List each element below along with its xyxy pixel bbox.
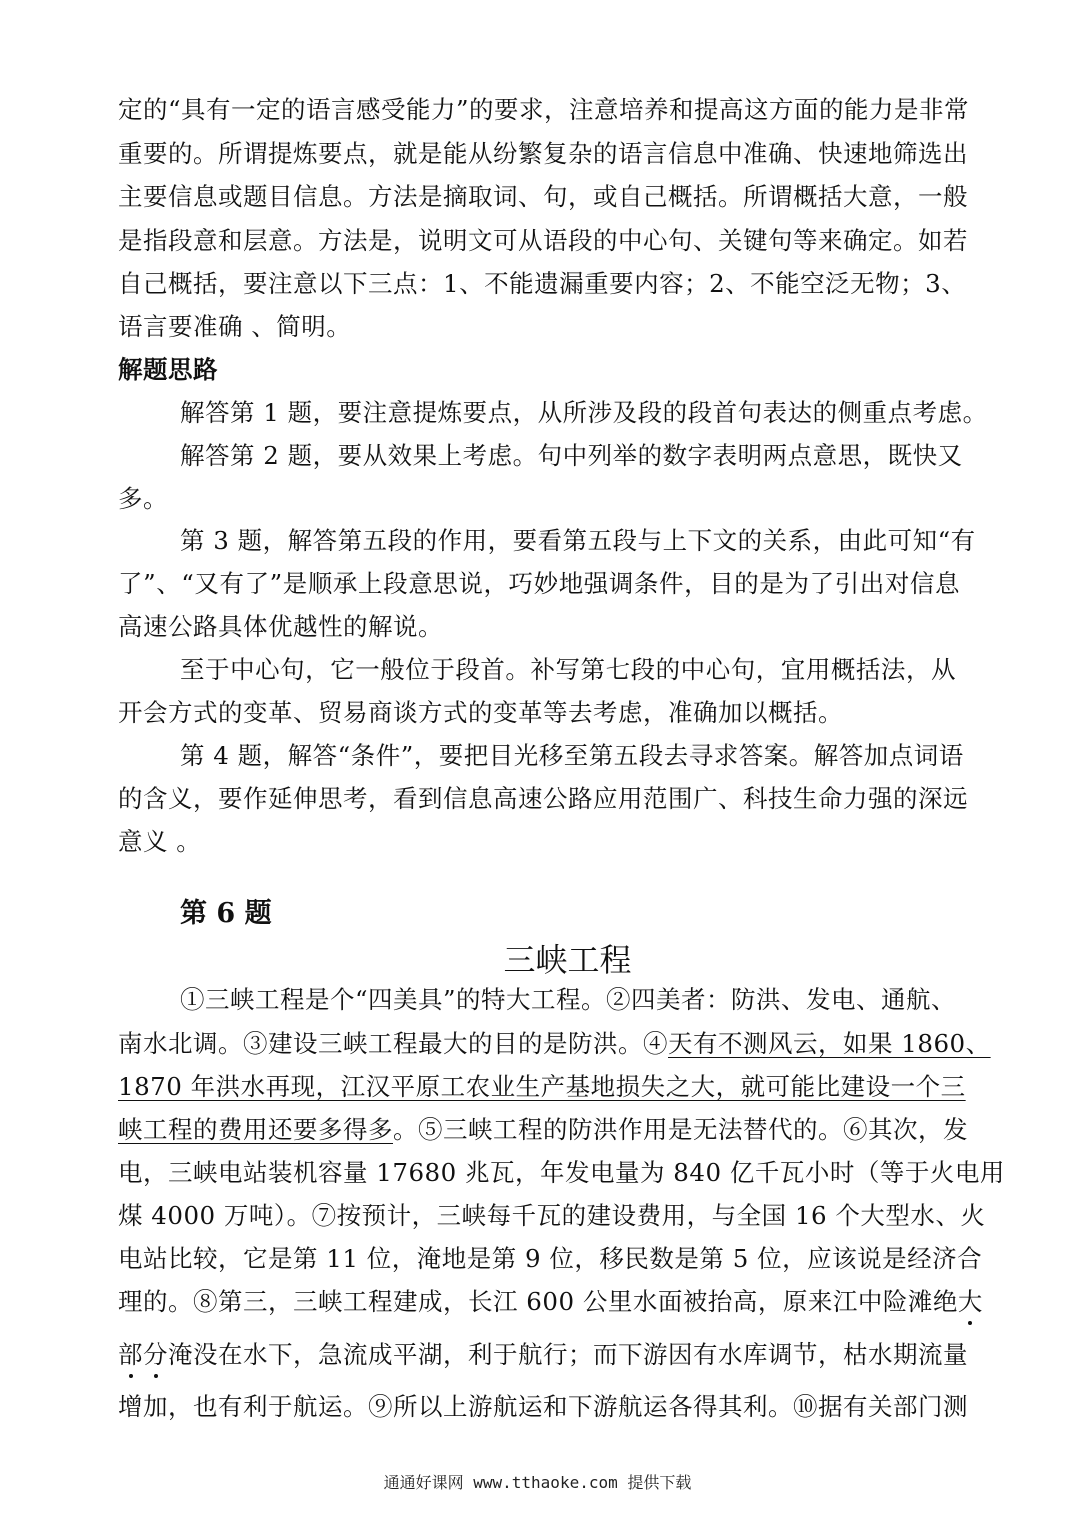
approach-line-11: 意义 。 (118, 827, 202, 856)
passage-line-2 (118, 1029, 991, 1059)
approach-line-2: 解答第 2 题，要从效果上考虑。句中列举的数字表明两点意思，既快又 (180, 441, 963, 470)
intro-line-4: 是指段意和层意。方法是，说明文可从语段的中心句、关键句等来确定。如若 (118, 226, 968, 255)
intro-line-1: 定的“具有一定的语言感受能力”的要求，注意培养和提高这方面的能力是非常 (118, 95, 970, 124)
passage-line-3 (118, 1072, 966, 1102)
approach-line-6: 高速公路具体优越性的解说。 (118, 612, 443, 641)
approach-heading: 解题思路 (118, 355, 218, 384)
dotted-word-char: 分 (143, 1340, 168, 1369)
passage-line-7: 电站比较，它是第 11 位，淹地是第 9 位，移民数是第 5 位，应该说是经济合 (118, 1244, 983, 1273)
intro-line-2: 重要的。所谓提炼要点，就是能从纷繁复杂的语言信息中准确、快速地筛选出 (118, 139, 968, 168)
dotted-word-char: 大 (957, 1287, 983, 1316)
approach-line-5: 了”、“又有了”是顺承上段意思说，巧妙地强调条件，目的是为了引出对信息 (118, 569, 960, 598)
approach-line-1: 解答第 1 题，要注意提炼要点，从所涉及段的段首句表达的侧重点考虑。 (180, 398, 988, 427)
passage-line-8 (118, 1287, 983, 1317)
approach-line-7: 至于中心句，它一般位于段首。补写第七段的中心句，宜用概括法，从 (180, 655, 956, 684)
underlined-sentence: 天有不测风云，如果 1860、 (668, 1029, 991, 1058)
underlined-sentence: 1870 年洪水再现，江汉平原工农业生产基地损失之大，就可能比建设一个三 (118, 1072, 966, 1101)
page-footer: 通通好课网 www.tthaoke.com 提供下载 (383, 1473, 692, 1492)
underlined-sentence: 峡工程的费用还要多得多 (118, 1115, 393, 1144)
dotted-word-char: 部 (118, 1340, 143, 1369)
approach-line-8: 开会方式的变革、贸易商谈方式的变革等去考虑，准确加以概括。 (118, 698, 843, 727)
passage-text: 。⑤三峡工程的防洪作用是无法替代的。⑥其次，发 (393, 1115, 968, 1144)
passage-line-10: 增加，也有利于航运。⑨所以上游航运和下游航运各得其利。⑩据有关部门测 (118, 1392, 968, 1421)
question-number: 第 6 题 (180, 898, 272, 929)
approach-line-4: 第 3 题，解答第五段的作用，要看第五段与上下文的关系，由此可知“有 (180, 526, 976, 555)
passage-line-9 (118, 1340, 968, 1370)
passage-line-6: 煤 4000 万吨）。⑦按预计，三峡每千瓦的建设费用，与全国 16 个大型水、火 (118, 1201, 986, 1230)
passage-text: 理的。⑧第三，三峡工程建成，长江 600 公里水面被抬高，原来江中险滩绝 (118, 1287, 958, 1316)
intro-line-5: 自己概括，要注意以下三点：1、不能遗漏重要内容；2、不能空泛无物；3、 (118, 269, 967, 298)
passage-line-1: ①三峡工程是个“四美具”的特大工程。②四美者：防洪、发电、通航、 (180, 985, 957, 1014)
approach-line-3: 多。 (118, 484, 168, 513)
passage-text: 南水北调。③建设三峡工程最大的目的是防洪。④ (118, 1029, 668, 1058)
passage-line-5: 电，三峡电站装机容量 17680 兆瓦，年发电量为 840 亿千瓦小时（等于火电用 (118, 1158, 1005, 1187)
approach-line-9: 第 4 题，解答“条件”，要把目光移至第五段去寻求答案。解答加点词语 (180, 741, 964, 770)
passage-line-4 (118, 1115, 968, 1145)
passage-text: 淹没在水下，急流成平湖，利于航行；而下游因有水库调节，枯水期流量 (168, 1340, 968, 1369)
intro-line-3: 主要信息或题目信息。方法是摘取词、句，或自己概括。所谓概括大意，一般 (118, 182, 968, 211)
intro-line-6: 语言要准确 、简明。 (118, 312, 352, 341)
passage-title: 三峡工程 (503, 941, 632, 979)
approach-line-10: 的含义，要作延伸思考，看到信息高速公路应用范围广、科技生命力强的深远 (118, 784, 968, 813)
